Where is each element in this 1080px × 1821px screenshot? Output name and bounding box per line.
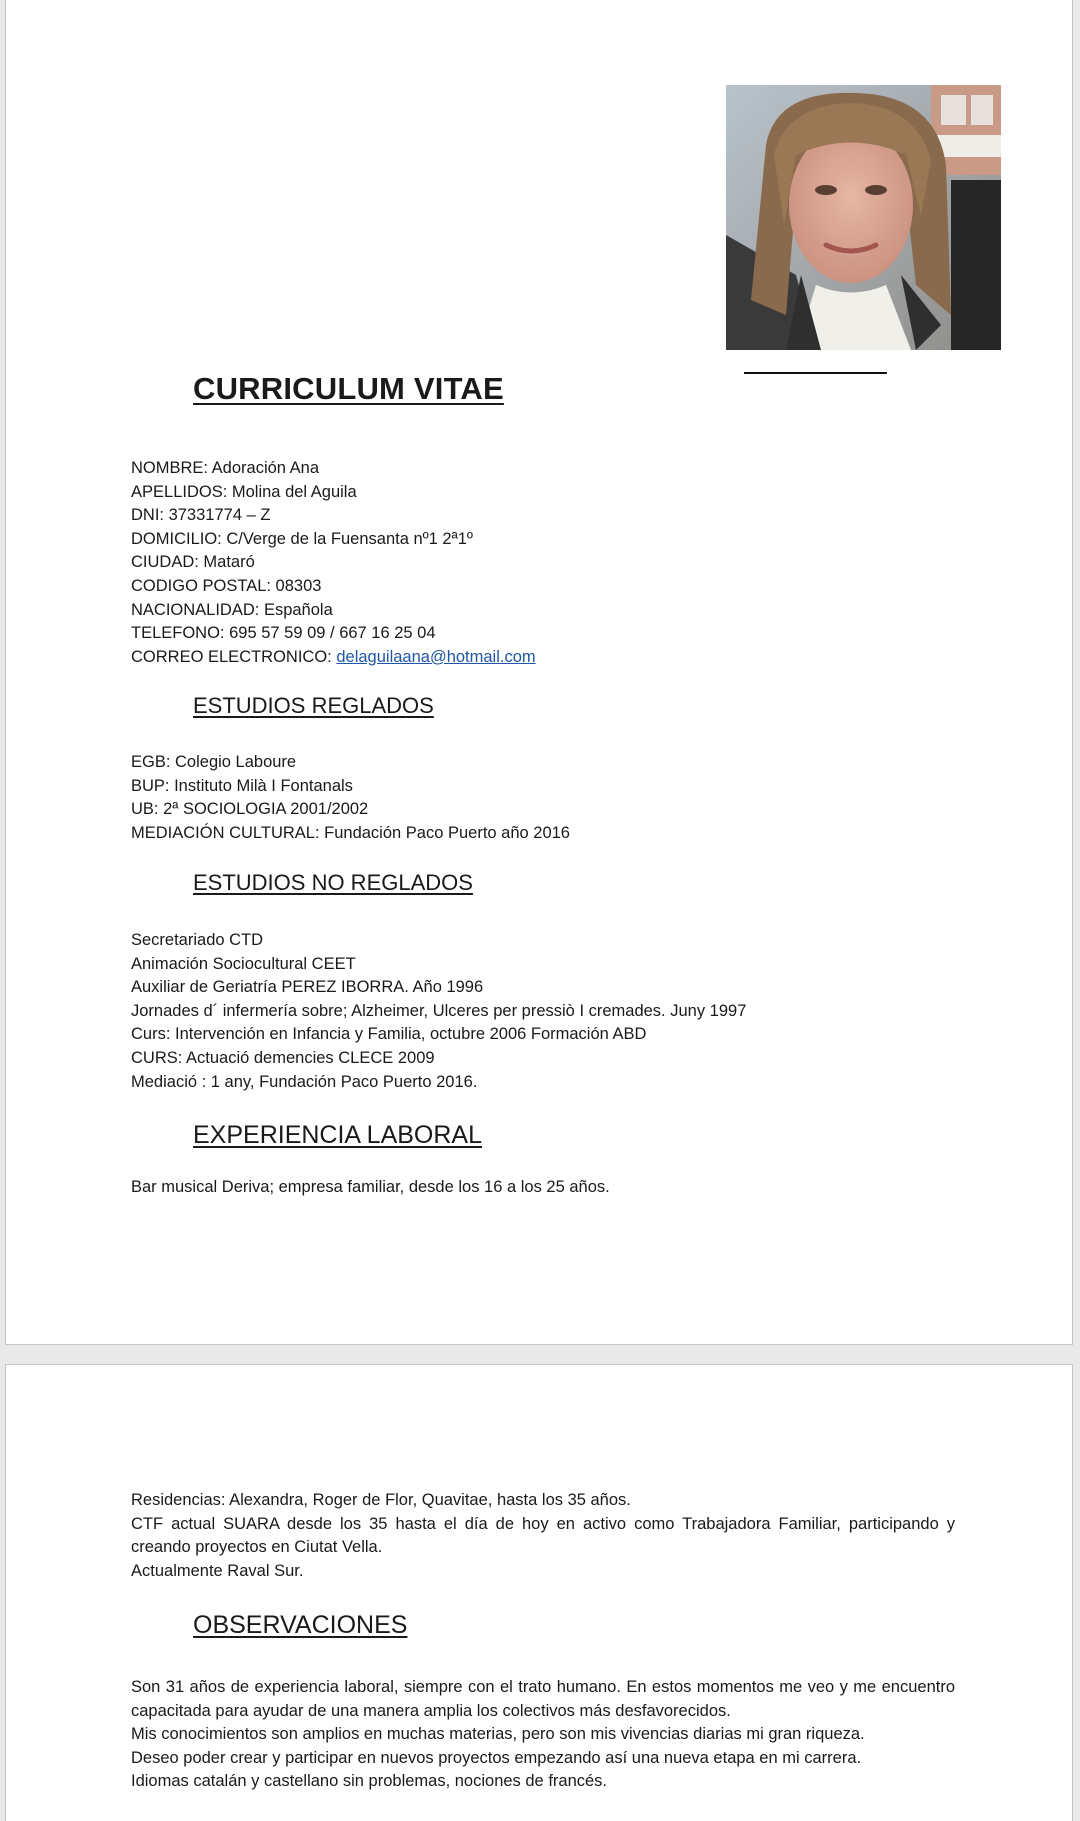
list-item: Actualmente Raval Sur. — [131, 1561, 304, 1580]
nationality-field: NACIONALIDAD: Española — [131, 600, 333, 619]
list-item: Bar musical Deriva; empresa familiar, desde los 16 a los 25 años. — [131, 1178, 610, 1196]
estudios-no-reglados-list — [131, 929, 746, 1094]
document-page-2 — [5, 1364, 1073, 1821]
list-item: Deseo poder crear y participar en nuevos proyectos empezando así una nueva etapa en mi carrera. — [131, 1748, 862, 1767]
personal-info — [131, 457, 536, 669]
list-item: Mediació : 1 any, Fundación Paco Puerto 2016. — [131, 1072, 478, 1091]
email-link[interactable]: delaguilaana@hotmail.com — [336, 647, 536, 666]
phone-field: TELEFONO: 695 57 59 09 / 667 16 25 04 — [131, 624, 436, 643]
estudios-no-reglados-heading: ESTUDIOS NO REGLADOS — [193, 870, 473, 895]
list-item: Secretariado CTD — [131, 931, 264, 949]
list-item: Curs: Intervención en Infancia y Familia, octubre 2006 Formación ABD — [131, 1025, 647, 1044]
experiencia-laboral-heading: EXPERIENCIA LABORAL — [193, 1121, 483, 1149]
observaciones-list — [131, 1676, 955, 1794]
document-page-1 — [5, 0, 1073, 1345]
list-item: EGB: Colegio Laboure — [131, 753, 297, 771]
list-item: CTF actual SUARA desde los 35 hasta el día de hoy en activo como Trabajadora Familiar, participando y creando proyectos en Ciutat Vella. — [131, 1514, 955, 1557]
surnames-field: APELLIDOS: Molina del Aguila — [131, 482, 357, 501]
list-item: BUP: Instituto Milà I Fontanals — [131, 776, 353, 795]
list-item: Mis conocimientos son amplios en muchas materias, pero son mis vivencias diarias mi gran riqueza. — [131, 1725, 865, 1744]
signature-line — [744, 372, 887, 374]
profile-photo — [726, 85, 1001, 350]
email-label: CORREO ELECTRONICO: — [131, 647, 337, 666]
experiencia-list-page2 — [131, 1489, 955, 1583]
estudios-reglados-heading: ESTUDIOS REGLADOS — [193, 693, 434, 718]
list-item: Residencias: Alexandra, Roger de Flor, Quavitae, hasta los 35 años. — [131, 1491, 631, 1509]
email-field — [131, 646, 536, 670]
list-item: Animación Sociocultural CEET — [131, 954, 356, 973]
name-field: NOMBRE: Adoración Ana — [131, 459, 320, 477]
postal-code-field: CODIGO POSTAL: 08303 — [131, 576, 322, 595]
estudios-reglados-list — [131, 751, 570, 845]
experiencia-list-page1 — [131, 1176, 610, 1200]
list-item: Son 31 años de experiencia laboral, siempre con el trato humano. En estos momentos me veo y me encuentro capacitada para ayudar de una manera amplia los colectivos más desfavorecidos. — [131, 1678, 955, 1720]
list-item: Auxiliar de Geriatría PEREZ IBORRA. Año 1996 — [131, 978, 484, 997]
city-field: CIUDAD: Mataró — [131, 553, 255, 572]
dni-field: DNI: 37331774 – Z — [131, 506, 271, 525]
address-field: DOMICILIO: C/Verge de la Fuensanta nº1 2ª1º — [131, 529, 473, 548]
list-item: Idiomas catalán y castellano sin problemas, nociones de francés. — [131, 1772, 608, 1791]
list-item: CURS: Actuació demencies CLECE 2009 — [131, 1048, 435, 1067]
page-title: CURRICULUM VITAE — [193, 371, 504, 406]
list-item: MEDIACIÓN CULTURAL: Fundación Paco Puerto año 2016 — [131, 823, 570, 842]
observaciones-heading: OBSERVACIONES — [193, 1611, 408, 1639]
list-item: Jornades d´ infermería sobre; Alzheimer, Ulceres per pressiò I cremades. Juny 1997 — [131, 1001, 747, 1020]
list-item: UB: 2ª SOCIOLOGIA 2001/2002 — [131, 800, 369, 819]
